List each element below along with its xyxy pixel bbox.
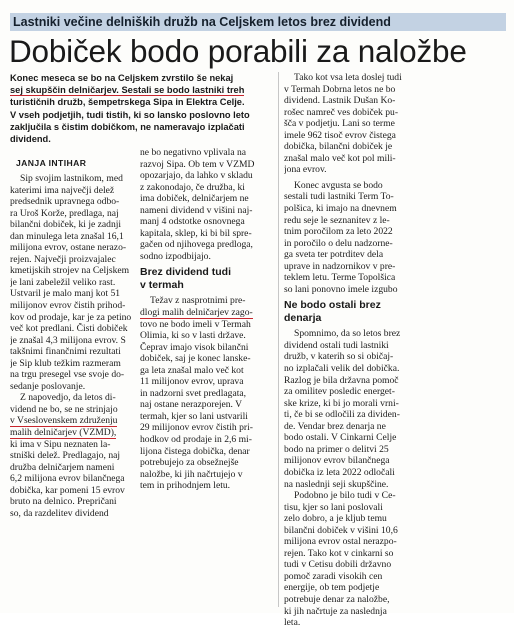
text-line: Podobno je bilo tudi v Ce- bbox=[294, 490, 396, 502]
text-line: Spomnimo, da so letos brez bbox=[294, 328, 401, 340]
text-line: imele 962 tisoč evrov čistega bbox=[284, 129, 396, 141]
text-line: so, da razdelitev dividend bbox=[10, 507, 109, 519]
text-line: naložbe, ki jih načrtujejo v bbox=[140, 468, 243, 480]
text-line bbox=[10, 415, 134, 427]
text-line: na naslednji seji skupščine. bbox=[284, 478, 389, 490]
text-line: kov od prodaje, kar je za petino bbox=[10, 311, 132, 323]
text-line: družb, v katerih so si običaj- bbox=[284, 351, 394, 363]
text-line: potrebujejo za obsežnejše bbox=[140, 457, 239, 469]
text-line: zelo dobro, a je kljub temu bbox=[284, 513, 387, 525]
text-line: je Sip klub težkim razmeram bbox=[10, 357, 121, 369]
text-line: takšnimi finančnimi rezultati bbox=[10, 346, 121, 358]
lead-line: zaključila s čistim dobičkom, ne nameravajo izplačati bbox=[10, 121, 245, 132]
text-line: je znašal 4,3 milijona evrov. S bbox=[10, 334, 126, 346]
text-line: stniški delež. Predlagajo, naj bbox=[10, 450, 121, 462]
subheading-line: Ne bodo ostali brez bbox=[284, 299, 381, 312]
text-line: ne bo negativno vplivala na bbox=[140, 147, 247, 158]
author-byline: JANJA INTIHAR bbox=[16, 158, 87, 168]
text-line: rejen. Tako kot v cinkarni so bbox=[284, 547, 394, 559]
text-line: ki jih načrtuje za naslednja bbox=[284, 605, 387, 617]
subheading bbox=[284, 299, 407, 324]
subheading-line: denarja bbox=[284, 311, 322, 324]
kicker-bar: Lastniki večine delniških družb na Celjskem letos brez dividend bbox=[10, 13, 506, 31]
text-line: lijona čistega dobička, denar bbox=[140, 445, 250, 457]
text-line: ra Uroš Korže, predlaga, naj bbox=[10, 207, 119, 219]
text-line: več kot predlani. Čisti dobiček bbox=[10, 323, 128, 335]
text-line: ga sveta ter potrditev dela bbox=[284, 249, 384, 261]
text-line: znašal malo več kot pol mili- bbox=[284, 152, 396, 164]
text-line bbox=[10, 427, 134, 439]
text-line: dividend ostali tudi lastniki bbox=[284, 339, 389, 351]
text-line: tudi v Cetisu dobili državno bbox=[284, 559, 392, 571]
text-line: nameni dividend v višini naj- bbox=[140, 204, 253, 216]
text-line: gačen od njihovega predloga, bbox=[140, 239, 253, 251]
subheading bbox=[140, 266, 268, 291]
text-line: Z napovedjo, da letos di- bbox=[20, 392, 116, 404]
text-line: sodno izpodbijajo. bbox=[140, 250, 211, 262]
text-line: bilančni dobiček, ki je zadnji bbox=[10, 219, 122, 231]
text-line: milijona evrov ostal nerazpo- bbox=[284, 536, 397, 548]
text-line: dobička, bilančni dobiček je bbox=[284, 141, 393, 153]
text-line: družba delničarjem nameni bbox=[10, 461, 115, 473]
text-line: Tako kot vsa leta doslej tudi bbox=[294, 72, 402, 83]
column-3 bbox=[284, 72, 407, 629]
text-line: ti, če bi se odločili za dividen- bbox=[284, 409, 400, 421]
text-line: šča v podjetju. Lani so terme bbox=[284, 118, 395, 130]
underlined-text: v Vseslovenskem združenju bbox=[10, 415, 118, 427]
text-line: dividend. Lastnik Dušan Ko- bbox=[284, 95, 396, 107]
text-line: milijonov evrov čistih prihod- bbox=[10, 300, 126, 312]
text-line: predsednik upravnega odbo- bbox=[10, 196, 120, 208]
text-line: kmetijskih strojev na Celjskem bbox=[10, 265, 130, 277]
text-line: sestali tudi lastniki Term To- bbox=[284, 191, 394, 203]
text-line bbox=[140, 159, 268, 171]
text-line: so lani ponovno imele izgubo bbox=[284, 283, 398, 295]
text-line: dobička iz leta 2022 odločali bbox=[284, 466, 395, 478]
text-line: z zakonodajo, če družba, ki bbox=[140, 181, 245, 193]
text-line: polšica, ki imajo na dnevnem bbox=[284, 203, 397, 215]
subheading-line: v termah bbox=[140, 278, 184, 291]
underlined-line: sej skupščin delničarjev. Sestali se bodo lastniki treh bbox=[10, 85, 245, 96]
lead-line: V vseh podjetjih, tudi tistih, ki so lansko poslovno leto bbox=[10, 109, 250, 120]
text-line: opozarjajo, da lahko v skladu bbox=[140, 170, 253, 182]
column-1 bbox=[10, 173, 134, 519]
text-line: ki ima v Sipu neznaten la- bbox=[10, 438, 111, 450]
text-line: ga leta znašal malo več kot bbox=[140, 364, 244, 376]
text-line: manj 4 odstotke osnovnega bbox=[140, 216, 245, 228]
text-line: leta. bbox=[284, 617, 301, 629]
text-line: naj ostane nerazporejen. V bbox=[140, 399, 243, 411]
text-line: je lani zabeležil veliko rast. bbox=[10, 276, 116, 288]
text-line: de. Vendar brez denarja ne bbox=[284, 420, 386, 432]
text-line: za omilitev posledic energet- bbox=[284, 386, 395, 398]
text-line: tovo ne bodo imeli v Termah bbox=[140, 318, 251, 330]
subheading-line: Brez dividend tudi bbox=[140, 266, 232, 279]
text-line: Težav z nasprotnimi pre- bbox=[150, 295, 246, 307]
text-line: Ustvaril je malo manj kot 51 bbox=[10, 288, 121, 300]
column-2 bbox=[140, 147, 268, 492]
text-line: dobiček, saj je konec lanske- bbox=[140, 353, 251, 365]
text-line: 11 milijonov evrov, uprava bbox=[140, 376, 244, 388]
text-line: dobička, kar pomeni 15 evrov bbox=[10, 484, 125, 496]
text-line: na trgu presegel vse svoje do- bbox=[10, 369, 125, 381]
text-line: tisu, kjer so lani poslovali bbox=[284, 501, 383, 513]
text-line: tnim poročilom za leto 2022 bbox=[284, 226, 393, 238]
text-line: Čeprav imajo visok bilančni bbox=[140, 341, 249, 353]
text-line: rejen. Največji proizvajalec bbox=[10, 253, 116, 265]
text-line: katerimi ima največji delež bbox=[10, 184, 115, 196]
underlined-text: malih delničarjev (VZMD), bbox=[10, 427, 117, 439]
text-line: ima dobiček, delničarjem ne bbox=[140, 193, 249, 205]
text-line: sedanje poslovanje. bbox=[10, 380, 86, 392]
text-line: Sip svojim lastnikom, med bbox=[20, 173, 123, 184]
text-line: no izplačali velik del dobička. bbox=[284, 363, 400, 375]
text-line: vidend ne bo, se ne strinjajo bbox=[10, 403, 118, 415]
column-divider bbox=[278, 72, 279, 607]
text-line: uprave in nadzornikov v pre- bbox=[284, 260, 396, 272]
underlined-text: razvoj Sipa. Ob tem v VZMD bbox=[140, 158, 255, 170]
text-line: milijona evrov, ostane nerazo- bbox=[10, 242, 127, 254]
text-line: ske krize, ki bi jo morali vrni- bbox=[284, 397, 399, 409]
text-line: termah, kjer so lani ustvarili bbox=[140, 410, 248, 422]
text-line: v Termah Dobrna letos ne bo bbox=[284, 83, 396, 95]
text-line: rošec namreč ves dobiček pu- bbox=[284, 106, 399, 118]
text-line: bodo na primer o delitvi 25 bbox=[284, 443, 389, 455]
text-line: dan minulega leta znašal 16,1 bbox=[10, 230, 124, 242]
text-line: potrebuje denar za naložbe, bbox=[284, 593, 390, 605]
text-line: Razlog je bila državna pomoč bbox=[284, 374, 399, 386]
text-line: bruto na delnico. Prepričani bbox=[10, 496, 117, 508]
text-line: energije, ob tem podjetje bbox=[284, 582, 380, 594]
lead-paragraph bbox=[10, 72, 273, 145]
text-line: bodo ostali. V Cinkarni Celje bbox=[284, 432, 397, 444]
text-line: jona evrov. bbox=[284, 164, 327, 176]
text-line: redu seje le seznanitev z le- bbox=[284, 214, 390, 226]
text-line: teklem letu. Terme Topolšica bbox=[284, 272, 396, 284]
text-line: pomoč zaradi visokih cen bbox=[284, 570, 383, 582]
text-line: in nadzorni svet predlagata, bbox=[140, 387, 247, 399]
text-line: hodkov od prodaje in 2,6 mi- bbox=[140, 434, 252, 446]
text-line: Olimia, ki so v lasti države. bbox=[140, 330, 246, 342]
text-line: 29 milijonov evrov čistih pri- bbox=[140, 422, 253, 434]
text-line: bilančni dobiček v višini 10,6 bbox=[284, 524, 398, 536]
text-line: Konec avgusta se bodo bbox=[294, 179, 383, 191]
text-line: kapitala, sklep, ki bi bil spre- bbox=[140, 227, 252, 239]
headline: Dobiček bodo porabili za naložbe bbox=[9, 33, 467, 69]
lead-line: dividend. bbox=[10, 134, 51, 145]
text-line: in poročilo o delu nadzorne- bbox=[284, 237, 393, 249]
lead-line bbox=[10, 84, 273, 96]
text-line: tem in prihodnjem letu. bbox=[140, 480, 231, 492]
underlined-text: dlogi malih delničarjev zago- bbox=[140, 307, 253, 319]
text-line: 6,2 milijona evrov bilančnega bbox=[10, 473, 125, 485]
lead-line: Konec meseca se bo na Celjskem zvrstilo še nekaj bbox=[10, 73, 234, 83]
text-line: milijonov evrov bilančnega bbox=[284, 455, 390, 467]
text-line bbox=[140, 307, 268, 319]
lead-line: turističnih družb, šempetrskega Sipa in Elektra Celje. bbox=[10, 97, 245, 108]
